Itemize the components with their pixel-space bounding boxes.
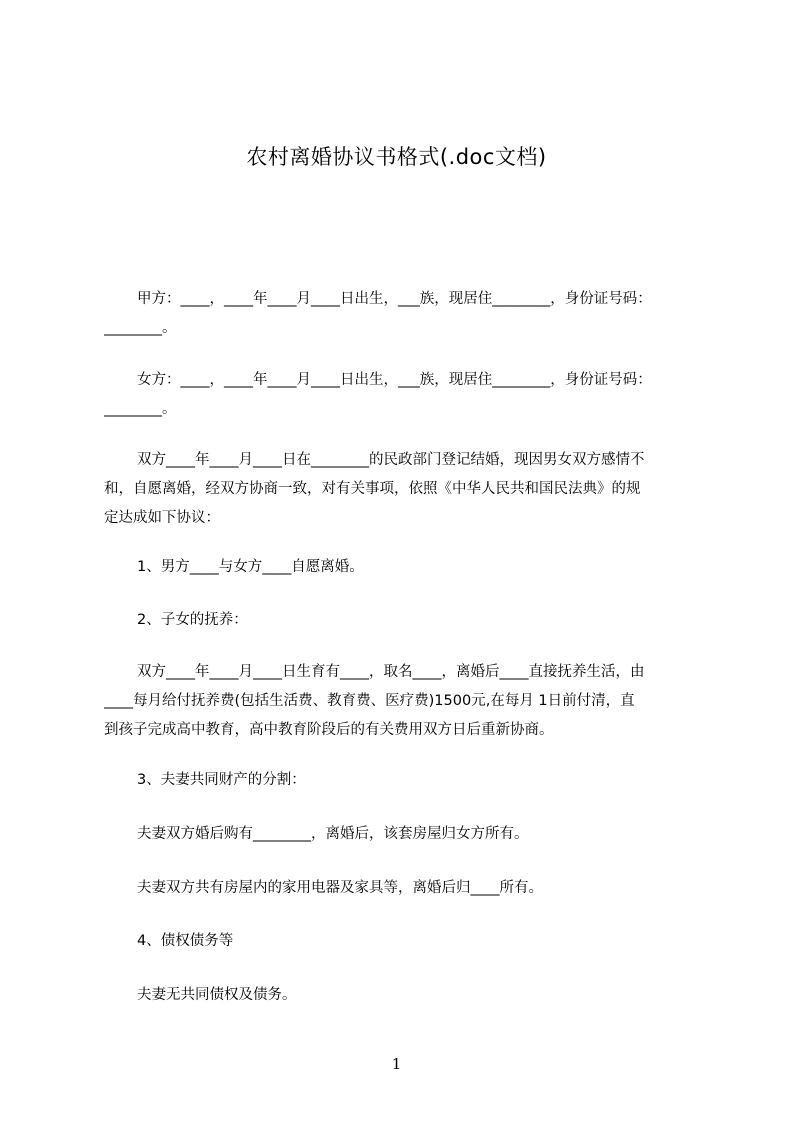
item-1-paragraph [104,553,700,582]
property-paragraph-1 [104,820,700,849]
debt-paragraph [104,981,700,1010]
party-b-line-1: 女方：____，____年____月____日出生，___族，现居住________，身份证号码： [137,372,652,388]
item-4-heading [104,927,700,956]
custody-paragraph [104,658,700,745]
custody-line-1: 双方____年____月____日生育有____，取名____，离婚后____直接抚养生活，由 [137,664,645,680]
party-b-paragraph [104,366,700,424]
intro-paragraph [104,446,700,533]
item-1-text: 1、男方____与女方____自愿离婚。 [137,559,364,575]
property-2-text: 夫妻双方共有房屋内的家用电器及家具等，离婚后归____所有。 [137,880,543,896]
debt-text: 夫妻无共同债权及债务。 [137,987,297,1003]
item-3-text: 3、夫妻共同财产的分割： [137,772,306,788]
property-1-text: 夫妻双方婚后购有________，离婚后，该套房屋归女方所有。 [137,826,529,842]
intro-line-2: 和，自愿离婚，经双方协商一致，对有关事项，依照《中华人民共和国民法典》的规 [104,481,641,497]
document-title: 农村离婚协议书格式(.doc文档) [246,145,547,169]
property-paragraph-2 [104,874,700,903]
custody-line-2: ____每月给付抚养费(包括生活费、教育费、医疗费)1500元,在每月 1日前付清，直 [104,693,635,709]
party-b-line-2: ________。 [104,401,177,417]
intro-line-3: 定达成如下协议： [104,510,220,526]
item-4-text: 4、债权债务等 [137,933,234,949]
item-3-heading [104,766,700,795]
item-2-text: 2、子女的抚养： [137,612,248,628]
party-a-line-1: 甲方：____，____年____月____日出生，___族，现居住________，身份证号码： [137,291,652,307]
party-a-line-2: ________。 [104,320,177,336]
party-a-paragraph [104,285,700,343]
intro-line-1: 双方____年____月____日在________的民政部门登记结婚，现因男女双方感情不 [137,452,645,468]
custody-line-3: 到孩子完成高中教育，高中教育阶段后的有关费用双方日后重新协商。 [104,722,554,738]
page-number: 1 [391,1055,402,1073]
item-2-heading [104,606,700,635]
